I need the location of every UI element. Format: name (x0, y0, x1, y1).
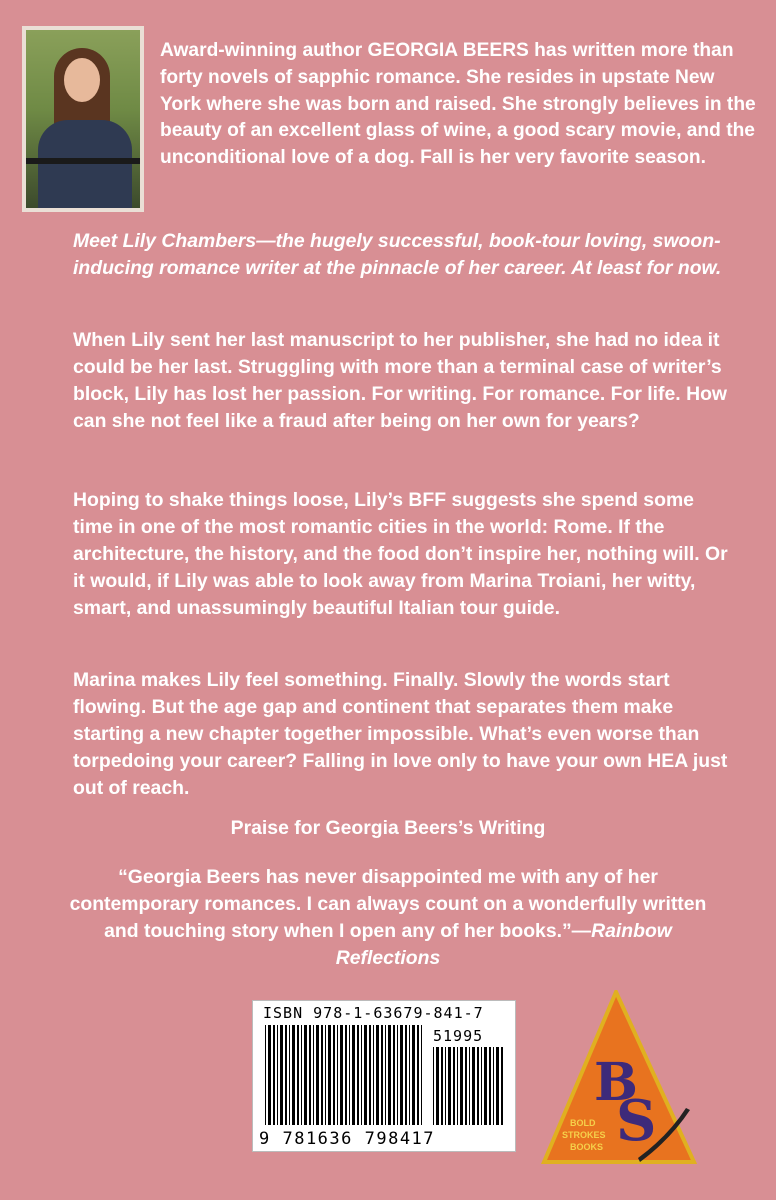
barcode-bar (493, 1047, 494, 1125)
quote-text: “Georgia Beers has never disappointed me with any of her contemporary romances. I can always count on a wonderfully written and touching story when I open any of her books.”— (69, 866, 707, 942)
barcode-bar (277, 1025, 278, 1125)
barcode-bar (433, 1047, 434, 1125)
barcode-bar (385, 1025, 386, 1125)
barcode-bar (349, 1025, 350, 1125)
quote-source: Rainbow Reflections (335, 920, 672, 969)
price-barcode-bars (433, 1047, 503, 1125)
logo-monogram-b: B (594, 1052, 638, 1113)
barcode-bar (340, 1025, 343, 1125)
barcode-bar (417, 1025, 419, 1125)
barcode-bar (309, 1025, 311, 1125)
barcode-bar (297, 1025, 299, 1125)
logo-text-line-2: STROKES (562, 1130, 606, 1140)
barcode-bar (301, 1025, 302, 1125)
barcode-bar (445, 1047, 446, 1125)
barcode-bar (376, 1025, 379, 1125)
barcode-bar (453, 1047, 455, 1125)
barcode-bar (484, 1047, 487, 1125)
barcode-bar (304, 1025, 307, 1125)
barcode-bar (496, 1047, 499, 1125)
barcode-bar (352, 1025, 355, 1125)
barcode-bar (481, 1047, 482, 1125)
tagline: Meet Lily Chambers—the hugely successful, book-tour loving, swoon-inducing romance writer at the pinnacle of her career. At least for now. (73, 230, 722, 279)
logo-text-line-1: BOLD (570, 1118, 596, 1128)
barcode-bar (421, 1025, 422, 1125)
blurb-paragraph-3: Marina makes Lily feel something. Finally. Slowly the words start flowing. But the age gap and continent that separates them make starting a new chapter together impossible. What’s even worse than torpedoing your career? Falling in love only to have your own HEA just out of reach. (73, 669, 728, 799)
barcode-bar (289, 1025, 290, 1125)
barcode-bar (412, 1025, 415, 1125)
barcode-bar (397, 1025, 398, 1125)
barcode-bar (292, 1025, 295, 1125)
blurb-paragraph-1: When Lily sent her last manuscript to her publisher, she had no idea it could be her last. Struggling with more than a terminal case of writer’s block, Lily has lost her passion. For writing. For romance. For life. How can she not feel like a fraud after being on her own for years? (73, 329, 727, 432)
author-photo-image (26, 30, 140, 208)
barcode-bar (501, 1047, 503, 1125)
barcode-bar (477, 1047, 479, 1125)
barcode-bar (265, 1025, 266, 1125)
barcode-bar (472, 1047, 475, 1125)
blurb-paragraph-2: Hoping to shake things loose, Lily’s BFF suggests she spend some time in one of the most romantic cities in the world: Rome. If the architecture, the history, and the food don’t inspire her, nothing will. Or it would, if Lily was able to look away from Marina Troiani, her witty, smart, and unassumingly beautiful Italian tour guide. (73, 489, 728, 619)
barcode-bar (357, 1025, 359, 1125)
barcode-bar (373, 1025, 374, 1125)
barcode-bar (361, 1025, 362, 1125)
barcode-bar (273, 1025, 275, 1125)
barcode-digits: 9 781636 798417 (259, 1129, 436, 1149)
barcode-bar (460, 1047, 463, 1125)
isbn-label: ISBN 978-1-63679-841-7 (263, 1004, 484, 1022)
barcode-bar (337, 1025, 338, 1125)
barcode-bar (465, 1047, 467, 1125)
barcode-bar (489, 1047, 491, 1125)
barcode-bar (280, 1025, 283, 1125)
author-photo (22, 26, 144, 212)
barcode-bar (285, 1025, 287, 1125)
author-bio: Award-winning author GEORGIA BEERS has written more than forty novels of sapphic romance. She resides in upstate New York where she was born and raised. She strongly believes in the beauty of an excellent glass of wine, a good scary movie, and the unconditional love of a dog. Fall is her very favorite season. (160, 40, 756, 169)
praise-heading: Praise for Georgia Beers’s Writing (230, 817, 546, 839)
barcode-bar (333, 1025, 335, 1125)
barcode-bar (400, 1025, 403, 1125)
barcode-bar (436, 1047, 439, 1125)
barcode-bar (381, 1025, 383, 1125)
publisher-logo (540, 990, 700, 1190)
barcode (252, 1000, 516, 1152)
barcode-bar (328, 1025, 331, 1125)
praise-quote (60, 864, 716, 972)
barcode-bar (457, 1047, 458, 1125)
barcode-bar (405, 1025, 407, 1125)
logo-monogram-s: S (616, 1088, 657, 1154)
barcode-bar (409, 1025, 410, 1125)
barcode-bar (388, 1025, 391, 1125)
barcode-bar (469, 1047, 470, 1125)
logo-text-line-3: BOOKS (570, 1142, 604, 1152)
barcode-bar (448, 1047, 451, 1125)
barcode-bar (441, 1047, 443, 1125)
barcode-bar (393, 1025, 395, 1125)
barcode-bar (325, 1025, 326, 1125)
barcode-bar (313, 1025, 314, 1125)
barcode-bar (321, 1025, 323, 1125)
barcode-bar (364, 1025, 367, 1125)
barcode-bar (369, 1025, 371, 1125)
price-code: 51995 (433, 1027, 484, 1045)
barcode-bar (345, 1025, 347, 1125)
barcode-bar (316, 1025, 319, 1125)
isbn-barcode-bars (265, 1025, 425, 1125)
barcode-bar (268, 1025, 271, 1125)
